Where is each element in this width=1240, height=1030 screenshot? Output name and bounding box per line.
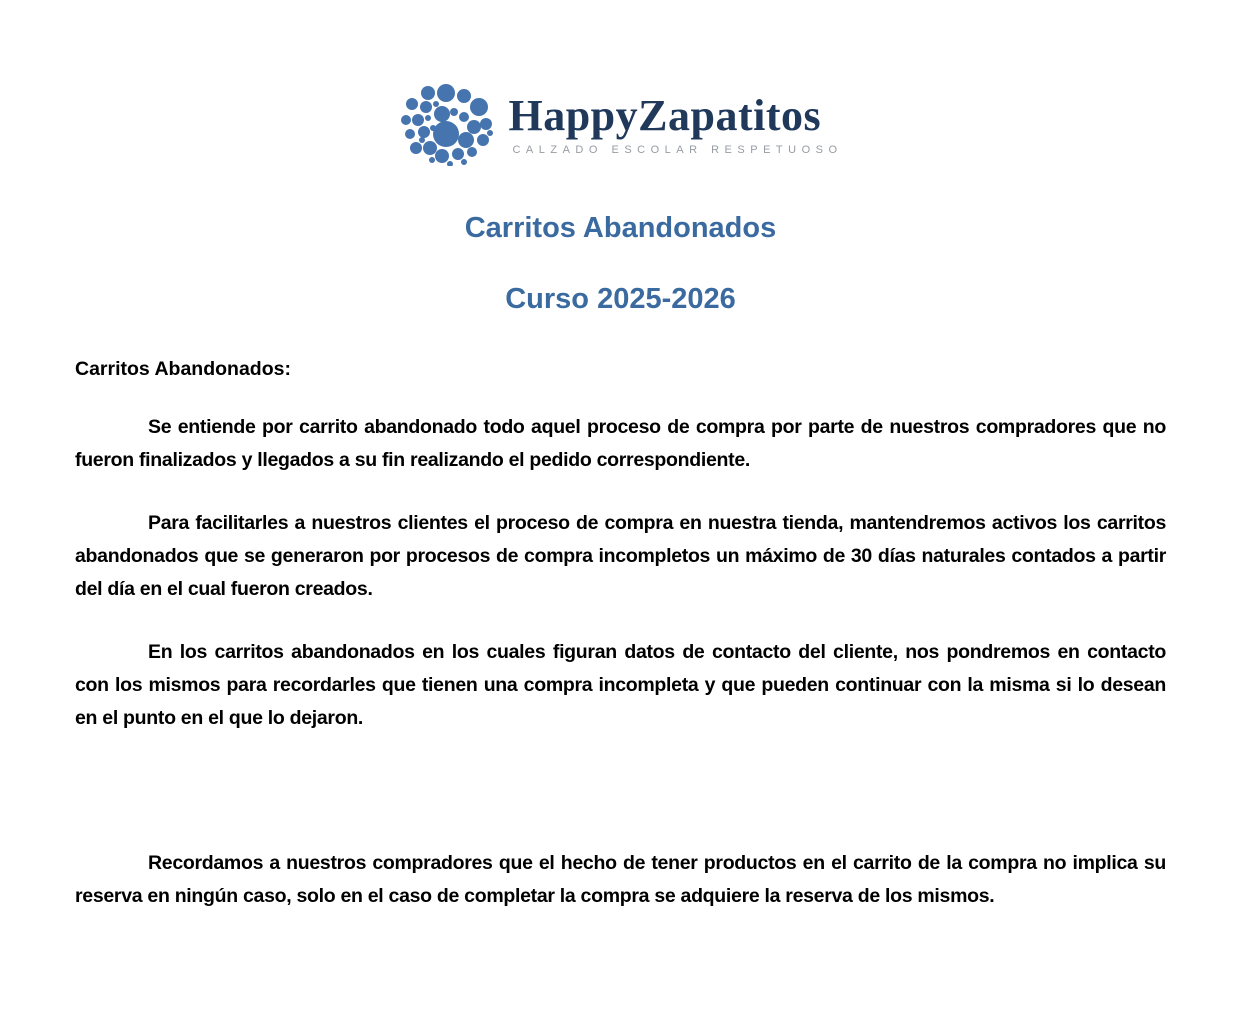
section-label: Carritos Abandonados: — [75, 358, 291, 380]
brand-tagline: CALZADO ESCOLAR RESPETUOSO — [512, 143, 843, 156]
doc-title: Carritos Abandonados — [464, 212, 777, 244]
doc-subtitle: Curso 2025-2026 — [505, 283, 736, 315]
paragraph-retention-policy: Para facilitarles a nuestros clientes el proceso de compra en nuestra tienda, mantendremos activos los carritos abandonados que se generaron por procesos de compra incompletos un máximo de 30 días naturales contados a partir del día en el cual fueron creados. — [75, 512, 1166, 600]
paragraph-reservation-notice: Recordamos a nuestros compradores que el hecho de tener productos en el carrito de la compra no implica su reserva en ningún caso, solo en el caso de completar la compra se adquiere la reserva de los mismos. — [75, 852, 1166, 907]
brand-logo — [75, 82, 1166, 166]
paragraph-contact-policy: En los carritos abandonados en los cuales figuran datos de contacto del cliente, nos pondremos en contacto con los mismos para recordarles que tienen una compra incompleta y que pueden continuar con la misma si lo desean en el punto en el que lo dejaron. — [75, 641, 1166, 729]
document-page — [0, 82, 1240, 1030]
brand-name: HappyZapatitos — [508, 90, 822, 140]
paragraph-definition: Se entiende por carrito abandonado todo aquel proceso de compra por parte de nuestros compradores que no fueron finalizados y llegados a su fin realizando el pedido correspondiente. — [75, 416, 1166, 471]
dot-cluster-logo-icon — [398, 82, 494, 166]
logo-text-block — [508, 90, 843, 156]
